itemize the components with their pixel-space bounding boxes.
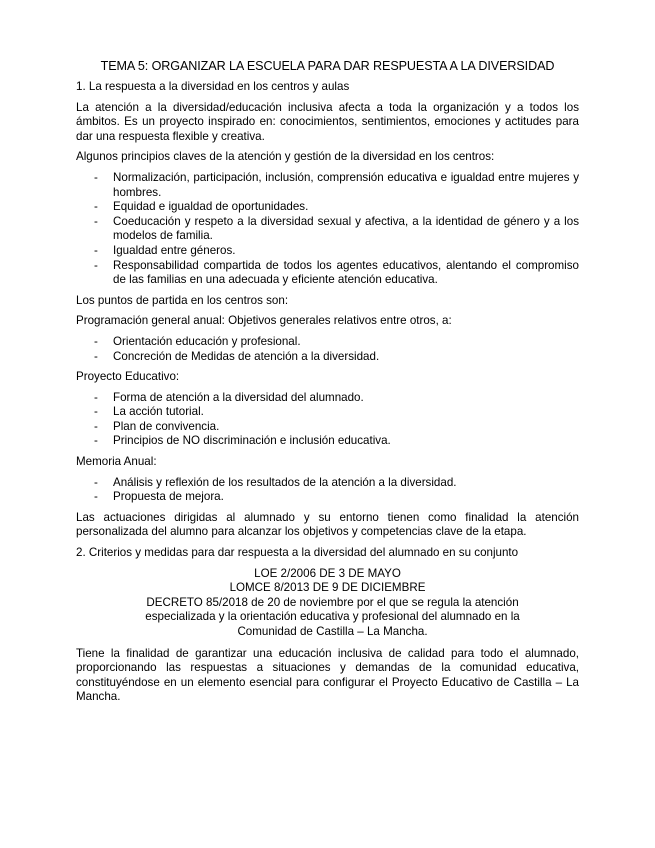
dash-bullet: -: [94, 170, 98, 184]
list-item: - Orientación educación y profesional.: [94, 334, 301, 348]
dash-bullet: -: [94, 390, 98, 404]
final-paragraph: Tiene la finalidad de garantizar una educación inclusiva de calidad para todo el alumnado, proporcionando las respuestas a situaciones y demandas de la comunidad educativa, constituyéndose en un elemento esencial para configurar el Proyecto Educativo de Castilla – La Mancha.: [76, 646, 579, 704]
section-1-heading: 1. La respuesta a la diversidad en los centros y aulas: [76, 80, 350, 93]
actions-paragraph: Las actuaciones dirigidas al alumnado y su entorno tienen como finalidad la atención personalizada del alumno para alcanzar los objetivos y competencias clave de la etapa.: [76, 510, 579, 539]
law-loe: LOE 2/2006 DE 3 DE MAYO: [254, 566, 401, 580]
list-item: - Normalización, participación, inclusión, comprensión educativa e igualdad entre mujeres y hombres.: [94, 170, 579, 199]
dash-bullet: -: [94, 475, 98, 489]
dash-bullet: -: [94, 258, 98, 272]
dash-bullet: -: [94, 419, 98, 433]
dash-bullet: -: [94, 243, 98, 257]
list-item: - Principios de NO discriminación e inclusión educativa.: [94, 434, 391, 448]
list-item: - Plan de convivencia.: [94, 419, 220, 433]
dash-bullet: -: [94, 434, 98, 448]
pga-list: [76, 335, 579, 364]
pe-list: [76, 391, 579, 449]
dash-bullet: -: [94, 405, 98, 419]
list-item: - Coeducación y respeto a la diversidad sexual y afectiva, a la identidad de género y a los modelos de familia.: [94, 214, 579, 243]
principles-list: [76, 171, 579, 288]
section-2-heading: 2. Criterios y medidas para dar respuesta a la diversidad del alumnado en su conjunto: [76, 546, 519, 560]
starting-points-text: Los puntos de partida en los centros son:: [76, 293, 289, 307]
pe-heading: Proyecto Educativo:: [76, 370, 180, 384]
dash-bullet: -: [94, 349, 98, 363]
list-item: - Análisis y reflexión de los resultados de la atención a la diversidad.: [94, 475, 457, 489]
law-decree: DECRETO 85/2018 de 20 de noviembre por el que se regula la atención especializada y la orientación educativa y profesional del alumnado en la Comunidad de Castilla – La Mancha.: [145, 595, 520, 638]
legislation-block: [76, 567, 579, 640]
dash-bullet: -: [94, 200, 98, 214]
ma-list: [76, 476, 579, 505]
dash-bullet: -: [94, 334, 98, 348]
principles-intro: Algunos principios claves de la atención y gestión de la diversidad en los centros:: [76, 150, 495, 164]
pga-heading: Programación general anual: Objetivos generales relativos entre otros, a:: [76, 314, 452, 328]
list-item: - Igualdad entre géneros.: [94, 243, 236, 257]
law-lomce: LOMCE 8/2013 DE 9 DE DICIEMBRE: [229, 581, 426, 595]
list-item: - Concreción de Medidas de atención a la diversidad.: [94, 349, 380, 363]
list-item: - Propuesta de mejora.: [94, 490, 224, 504]
dash-bullet: -: [94, 214, 98, 228]
list-item: - Equidad e igualdad de oportunidades.: [94, 200, 309, 214]
intro-paragraph: La atención a la diversidad/educación inclusiva afecta a toda la organización y a todos los ámbitos. Es un proyecto inspirado en: conocimientos, sentimientos, emociones y actitudes para dar una respuesta flexible y creativa.: [76, 100, 579, 143]
list-item: - Responsabilidad compartida de todos los agentes educativos, alentando el compromiso de las familias en una adecuada y eficiente atención educativa.: [94, 258, 579, 287]
ma-heading: Memoria Anual:: [76, 455, 157, 469]
dash-bullet: -: [94, 490, 98, 504]
list-item: - La acción tutorial.: [94, 405, 204, 419]
document-title: TEMA 5: ORGANIZAR LA ESCUELA PARA DAR RESPUESTA A LA DIVERSIDAD: [100, 59, 555, 73]
list-item: - Forma de atención a la diversidad del alumnado.: [94, 390, 364, 404]
